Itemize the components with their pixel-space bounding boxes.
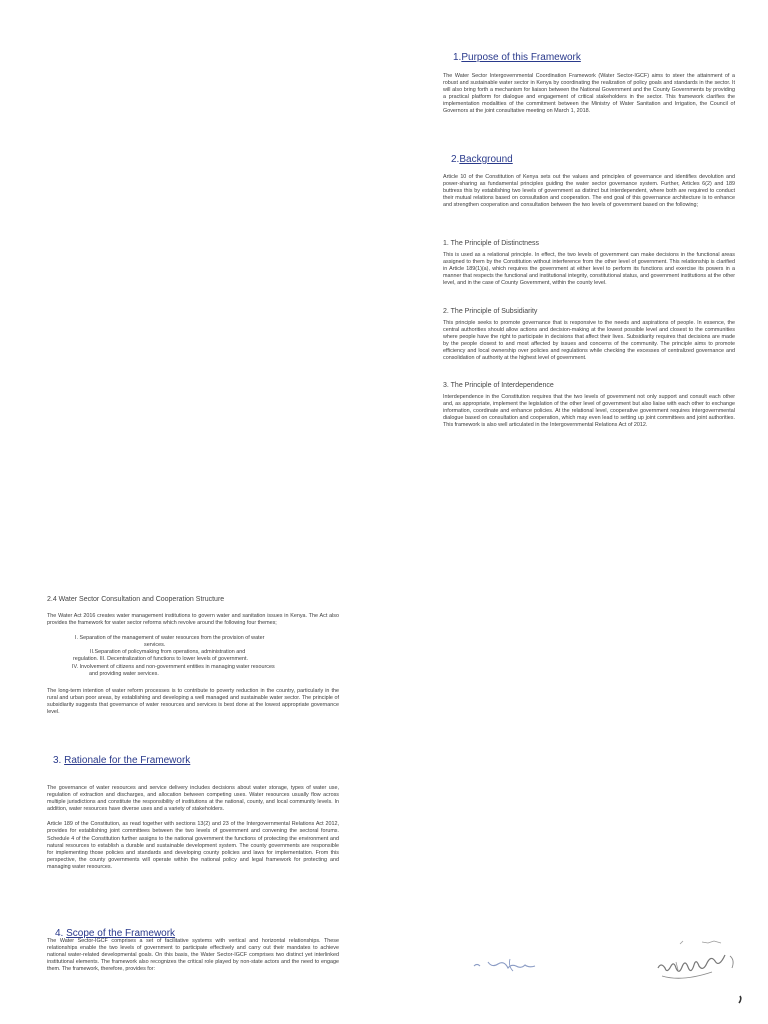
rationale-heading xyxy=(53,755,339,766)
list-item: IV. Involvement of citizens and non-government entities in managing water resources xyxy=(72,663,275,670)
signature-image xyxy=(470,950,555,978)
consultation-intro: The Water Act 2016 creates water management institutions to govern water and sanitation issues in Kenya. The Act also provides the framework for water sector reforms which revolve around the following four themes; xyxy=(47,613,339,627)
reform-themes-list xyxy=(47,635,339,678)
consultation-closing: The long-term intention of water reform processes is to contribute to poverty reduction in the country, particularly in the rural and urban poor areas, by establishing and developing a well managed and sustainable water sector. The principle of subsidiarity suggests that governance of water resources and services is best done at the lowest appropriate governance level. xyxy=(47,687,339,716)
purpose-title: Purpose of this Framework xyxy=(461,52,581,63)
rationale-section xyxy=(47,755,339,871)
rationale-title: Rationale for the Framework xyxy=(64,755,191,766)
rationale-number: 3. xyxy=(53,755,62,766)
signature-image xyxy=(650,938,755,1008)
list-item: and providing water services. xyxy=(89,670,159,677)
list-item: II.Separation of policymaking from operations, administration and xyxy=(90,649,246,656)
principle-title: 3. The Principle of Interdependence xyxy=(443,382,554,389)
background-heading xyxy=(451,154,735,165)
list-item: regulation. III. Decentralization of functions to lower levels of government. xyxy=(73,656,248,663)
scope-body: The Water Sector-IGCF comprises a set of facilitative systems with vertical and horizontal relationships. These relationships enable the two levels of government to participate effectively and carry out their mandates to achieve national water-related developmental goals. On this basis, the Water Sector-IGCF comprises two distinct yet interlinked institutional elements. The framework also recognizes the critical role played by non-state actors and the need to engage them. The framework, therefore, provides for: xyxy=(47,938,339,973)
scope-number: 4. xyxy=(55,928,64,939)
scope-section xyxy=(47,928,339,973)
principle-distinctness xyxy=(443,240,735,287)
purpose-heading xyxy=(453,52,735,63)
purpose-body: The Water Sector Intergovernmental Coordination Framework (Water Sector-IGCF) aims to steer the attainment of a robust and sustainable water sector in Kenya by coordinating the realization of policy goals and standards in the sector. It will also bring forth a mechanism for liaison between the National Government and the County Governments by providing a practical platform for dialogue and engagement of critical stakeholders in the sector. This framework clarifies the implementation modalities of the commitment between the Ministry of Water Sanitation and Irrigation, the Council of Governors at the joint consultative meeting on March 1, 2018. xyxy=(443,73,735,115)
principle-title: 1. The Principle of Distinctness xyxy=(443,240,539,247)
rationale-para1: The governance of water resources and service delivery includes decisions about water storage, types of water use, regulation of extraction and discharges, and allocation between competing uses. Water resources usually flow across multiple jurisdictions and constitute the responsibility of institutions at the national, county, and local community levels. In addition, water resources have diverse uses and a variety of stakeholders. xyxy=(47,785,339,813)
purpose-section xyxy=(443,52,735,116)
list-item: I. Separation of the management of water resources from the provision of water xyxy=(75,635,265,642)
list-item: services. xyxy=(144,642,166,649)
background-section xyxy=(443,154,735,209)
principle-interdependence xyxy=(443,382,735,429)
principle-body: This principle seeks to promote governance that is responsive to the needs and aspirations of people. In essence, the central authorities should allow actions and decision-making at the lowest possible level and closest to the communities where people have the right to participate in decisions that affect their lives. Subsidiarity requires that decisions are made by the people closest to and most affected by issues and concerns of the community. The principle aims to promote efficiency and local ownership over policies and regulations while checking the excesses of centralized governance and consolidation of authority at the highest level of government. xyxy=(443,320,735,362)
consultation-title: 2.4 Water Sector Consultation and Cooperation Structure xyxy=(47,596,225,603)
purpose-number: 1. xyxy=(453,52,462,63)
principle-subsidiarity xyxy=(443,308,735,363)
principle-title: 2. The Principle of Subsidiarity xyxy=(443,308,538,315)
rationale-para2: Article 189 of the Constitution, as read together with sections 13(2) and 23 of the Intergovernmental Relations Act 2012, provides for establishing joint committees between the two levels of government and convening the sectoral forums. Schedule 4 of the Constitution further assigns to the national government the functions of protecting the environment and natural resources to establish a durable and sustainable development system. The county governments are responsible for implementing those policies and standards and developing county policies and laws for implementation. From this perspective, the county governments will operate within the national policy and legal framework for protecting and managing water resources. xyxy=(47,821,339,870)
background-number: 2. xyxy=(451,154,460,165)
scope-title: Scope of the Framework xyxy=(66,928,176,939)
consultation-section xyxy=(47,596,339,716)
background-title: Background xyxy=(459,154,513,165)
principle-body: This is used as a relational principle. In effect, the two levels of government can make decisions in the functional areas assigned to them by the Constitution without interference from the other level of government. This relationship is clarified in Article 189(1)(a), which requires the government at either level to perform its functions and exercise its powers in a manner that respects the functional and institutional integrity, constitutional status, and government institutions at the other level, and in the case of County Government, within the county level. xyxy=(443,252,735,287)
principle-body: Interdependence in the Constitution requires that the two levels of government not only support and consult each other and, as appropriate, implement the legislation of the other level of government but also liaise with each other to exchange information, coordinate and enhance policies. At the relational level, cooperative government requires intergovernmental dialogue based on consultation and cooperation, which may even lead to setting up joint committees and joint authorities. This framework is also well articulated in the Intergovernmental Relations Act of 2012. xyxy=(443,394,735,429)
background-body: Article 10 of the Constitution of Kenya sets out the values and principles of governance and identifies devolution and power-sharing as fundamental principles guiding the water sector governance system. Further, Articles 6(2) and 189 buttress this by establishing two levels of government as distinct but interdependent, where both are required to conduct their mutual relations based on consultation and cooperation. The end goal of this governance architecture is to enhance and strengthen cooperation and consultation between the two levels of government based on the following; xyxy=(443,174,735,209)
